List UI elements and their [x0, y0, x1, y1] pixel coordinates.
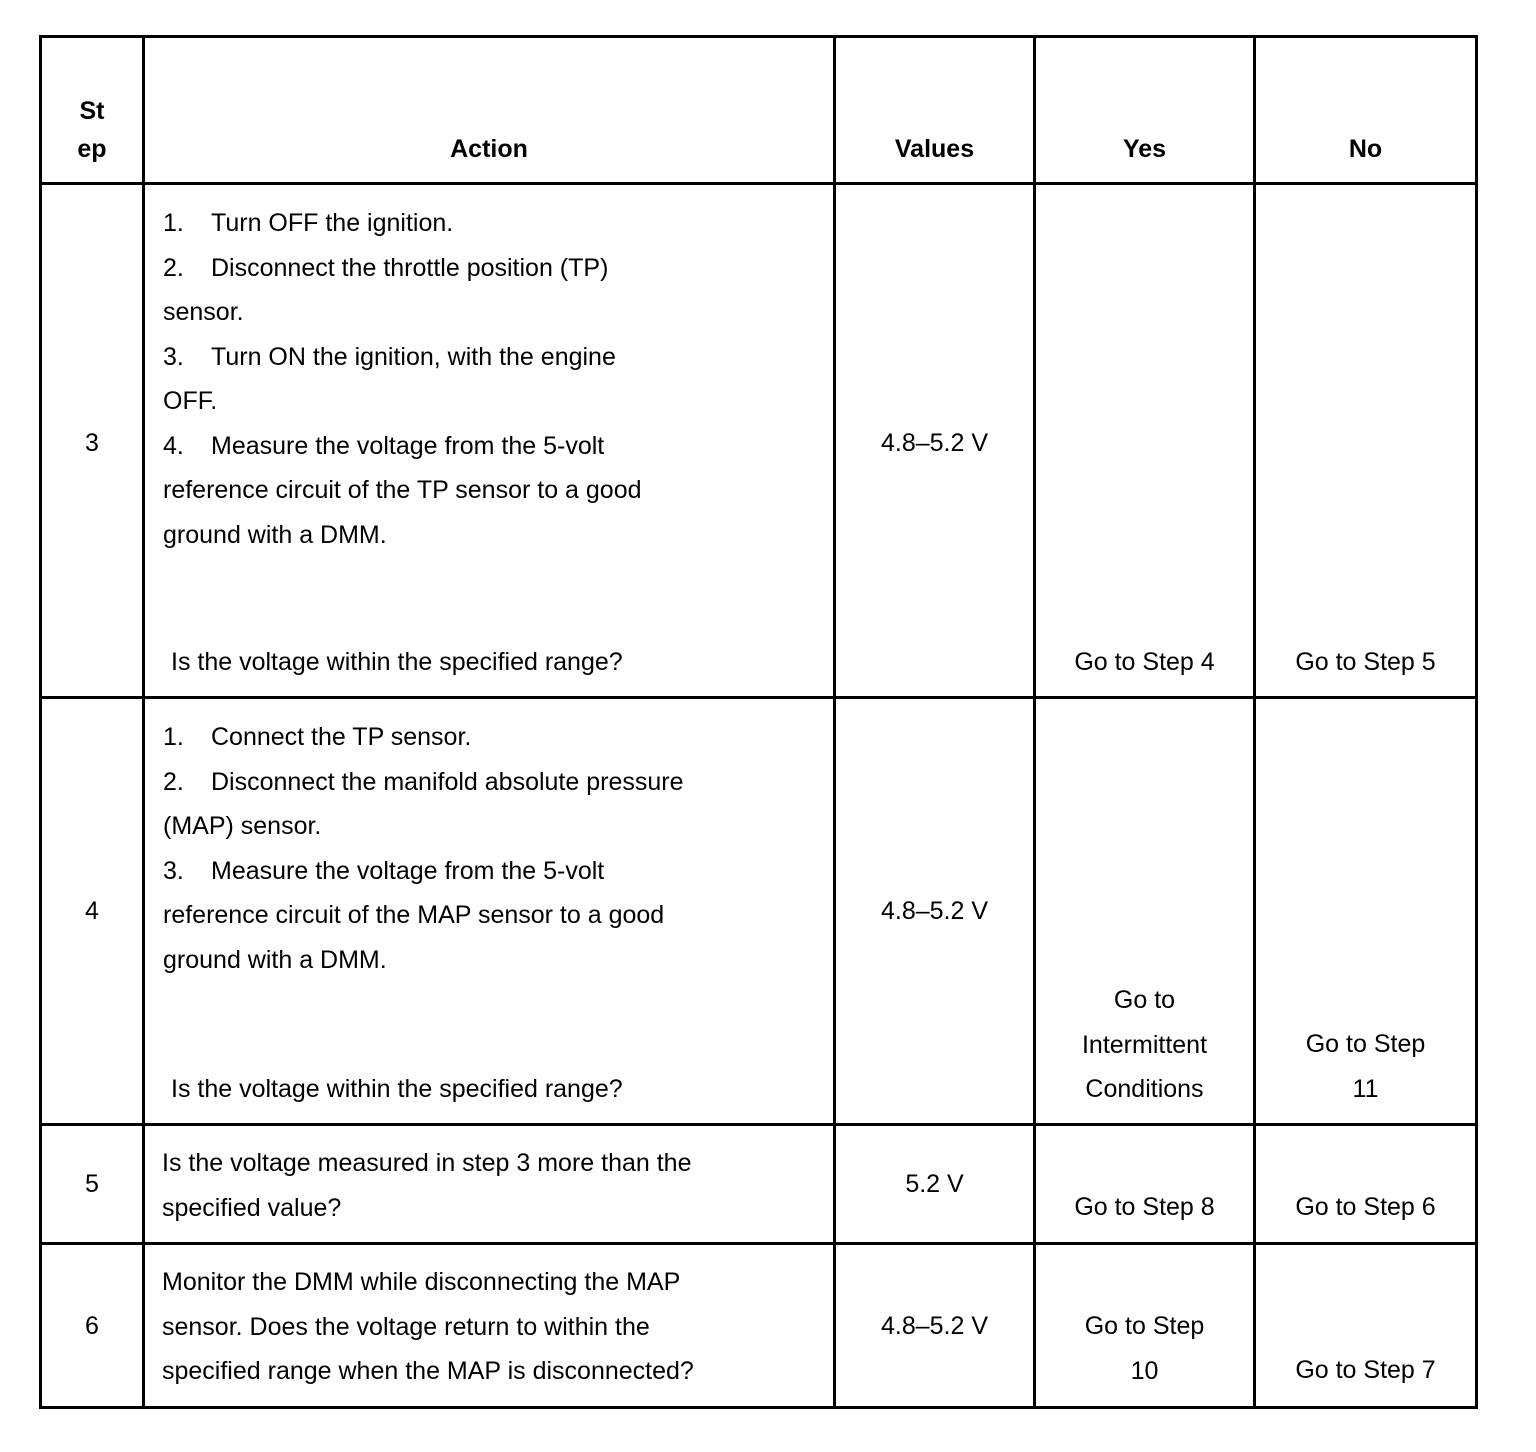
no-link[interactable]: Go to Step 6 [1295, 1193, 1436, 1221]
question-text: Is the voltage within the specified range? [171, 1075, 623, 1103]
question-text: Is the voltage within the specified range? [171, 648, 623, 676]
action-cell: 1. Turn OFF the ignition. 2. Disconnect the throttle position (TP) sensor. 3. Turn ON the ignition, with the engine OFF. 4. Measure the voltage from the 5-volt reference circuit of the TP sensor to a good ground with a DMM. Is the voltage within the specified range? [144, 184, 835, 698]
step-number: 5 [85, 1170, 99, 1198]
table-row [41, 1125, 1477, 1244]
step-cell [41, 1125, 144, 1244]
values-cell [835, 1244, 1035, 1408]
values-cell [835, 698, 1035, 1125]
values-cell [835, 184, 1035, 698]
yes-link[interactable]: Go to Step 4 [1074, 648, 1215, 676]
no-cell [1255, 184, 1477, 698]
table-row [41, 184, 1477, 698]
yes-cell [1035, 184, 1255, 698]
header-values: Values [835, 37, 1035, 184]
header-no: No [1255, 37, 1477, 184]
step-cell [41, 1244, 144, 1408]
no-cell [1255, 1125, 1477, 1244]
value-text: 4.8–5.2 V [880, 897, 989, 925]
table-row [41, 698, 1477, 1125]
header-step-label: St ep [77, 97, 107, 163]
header-action: Action [144, 37, 835, 184]
header-step [41, 37, 144, 184]
yes-cell [1035, 698, 1255, 1125]
table-row [41, 1244, 1477, 1408]
no-cell [1255, 698, 1477, 1125]
value-text: 5.2 V [905, 1170, 964, 1198]
no-link[interactable]: Go to Step 5 [1295, 648, 1436, 676]
step-cell [41, 184, 144, 698]
step-number: 4 [85, 897, 99, 925]
diagnostic-table [39, 35, 1478, 1409]
value-text: 4.8–5.2 V [880, 429, 989, 457]
action-cell: Monitor the DMM while disconnecting the MAP sensor. Does the voltage return to within the specified range when the MAP is disconnected? [144, 1244, 835, 1408]
header-row [41, 37, 1477, 184]
step-number: 6 [85, 1312, 99, 1340]
yes-link[interactable]: Go to Intermittent Conditions [1081, 986, 1208, 1103]
yes-cell [1035, 1125, 1255, 1244]
step-number: 3 [85, 429, 99, 457]
step-cell [41, 698, 144, 1125]
values-cell [835, 1125, 1035, 1244]
header-yes: Yes [1035, 37, 1255, 184]
yes-cell [1035, 1244, 1255, 1408]
no-link[interactable]: Go to Step 11 [1305, 1030, 1426, 1103]
no-cell [1255, 1244, 1477, 1408]
yes-link[interactable]: Go to Step 8 [1074, 1193, 1215, 1221]
no-link[interactable]: Go to Step 7 [1295, 1356, 1436, 1384]
value-text: 4.8–5.2 V [880, 1312, 989, 1340]
yes-link[interactable]: Go to Step 10 [1084, 1312, 1205, 1385]
action-cell: Is the voltage measured in step 3 more than the specified value? [144, 1125, 835, 1244]
action-cell: 1. Connect the TP sensor. 2. Disconnect the manifold absolute pressure (MAP) sensor. 3. Measure the voltage from the 5-volt reference circuit of the MAP sensor to a good ground with a DMM. Is the voltage within the specified range? [144, 698, 835, 1125]
